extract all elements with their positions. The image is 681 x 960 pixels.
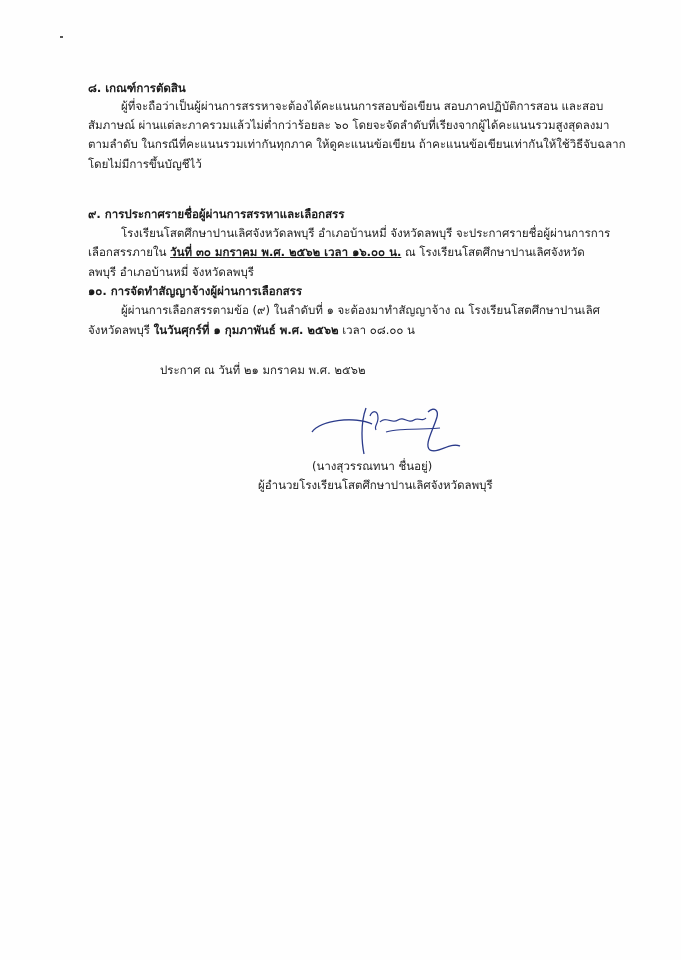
section8-line: ตามลำดับ ในกรณีที่คะแนนรวมเท่ากันทุกภาค ให้ดูคะแนนข้อเขียน ถ้าคะแนนข้อเขียนเท่ากันให้ใช้วิธีจับฉลาก xyxy=(88,137,626,151)
section9-line: โรงเรียนโสตศึกษาปานเลิศจังหวัดลพบุรี อำเภอบ้านหมี่ จังหวัดลพบุรี จะประกาศรายชื่อผู้ผ่านการการ xyxy=(121,226,611,240)
contract-date: ในวันศุกร์ที่ ๑ กุมภาพันธ์ พ.ศ. ๒๕๖๒ xyxy=(153,323,339,337)
signature-image xyxy=(300,402,470,462)
section8-line: ผู้ที่จะถือว่าเป็นผู้ผ่านการสรรหาจะต้องได้คะแนนการสอบข้อเขียน สอบภาคปฏิบัติการสอน และสอบ xyxy=(121,99,604,113)
signatory-name: (นางสุวรรณทนา ชื่นอยู่) xyxy=(312,459,433,473)
section8-line: โดยไม่มีการขึ้นบัญชีไว้ xyxy=(88,157,202,171)
section10-line2-pre: จังหวัดลพบุรี xyxy=(88,323,154,337)
announcement-date: วันที่ ๓๐ มกราคม พ.ศ. ๒๕๖๒ เวลา ๑๖.๐๐ น. xyxy=(170,245,402,259)
section10-heading: ๑๐. การจัดทำสัญญาจ้างผู้ผ่านการเลือกสรร xyxy=(88,284,303,298)
scan-speck xyxy=(60,36,63,38)
announcement-line: ประกาศ ณ วันที่ ๒๑ มกราคม พ.ศ. ๒๕๖๒ xyxy=(160,363,366,377)
section9-line2-post: ณ โรงเรียนโสตศึกษาปานเลิศจังหวัด xyxy=(401,245,585,259)
section9-heading: ๙. การประกาศรายชื่อผู้ผ่านการสรรหาและเลือกสรร xyxy=(88,207,345,221)
section9-line-2 xyxy=(88,244,585,260)
section9-line2-pre: เลือกสรรภายใน xyxy=(88,245,171,259)
section10-line-2 xyxy=(88,322,415,338)
section8-heading: ๘. เกณฑ์การตัดสิน xyxy=(88,81,186,95)
section9-line: ลพบุรี อำเภอบ้านหมี่ จังหวัดลพบุรี xyxy=(88,265,254,279)
section10-line2-post: เวลา ๐๘.๐๐ น xyxy=(338,323,415,337)
section8-line: สัมภาษณ์ ผ่านแต่ละภาครวมแล้วไม่ต่ำกว่าร้อยละ ๖๐ โดยจะจัดลำดับที่เรียงจากผู้ได้คะแนนรวมสูงสุดลงมา xyxy=(88,118,610,132)
signatory-title: ผู้อำนวยโรงเรียนโสตศึกษาปานเลิศจังหวัดลพบุรี xyxy=(258,478,493,492)
section10-line: ผู้ผ่านการเลือกสรรตามข้อ (๙) ในลำดับที่ ๑ จะต้องมาทำสัญญาจ้าง ณ โรงเรียนโสตศึกษาปานเลิศ xyxy=(121,303,600,317)
